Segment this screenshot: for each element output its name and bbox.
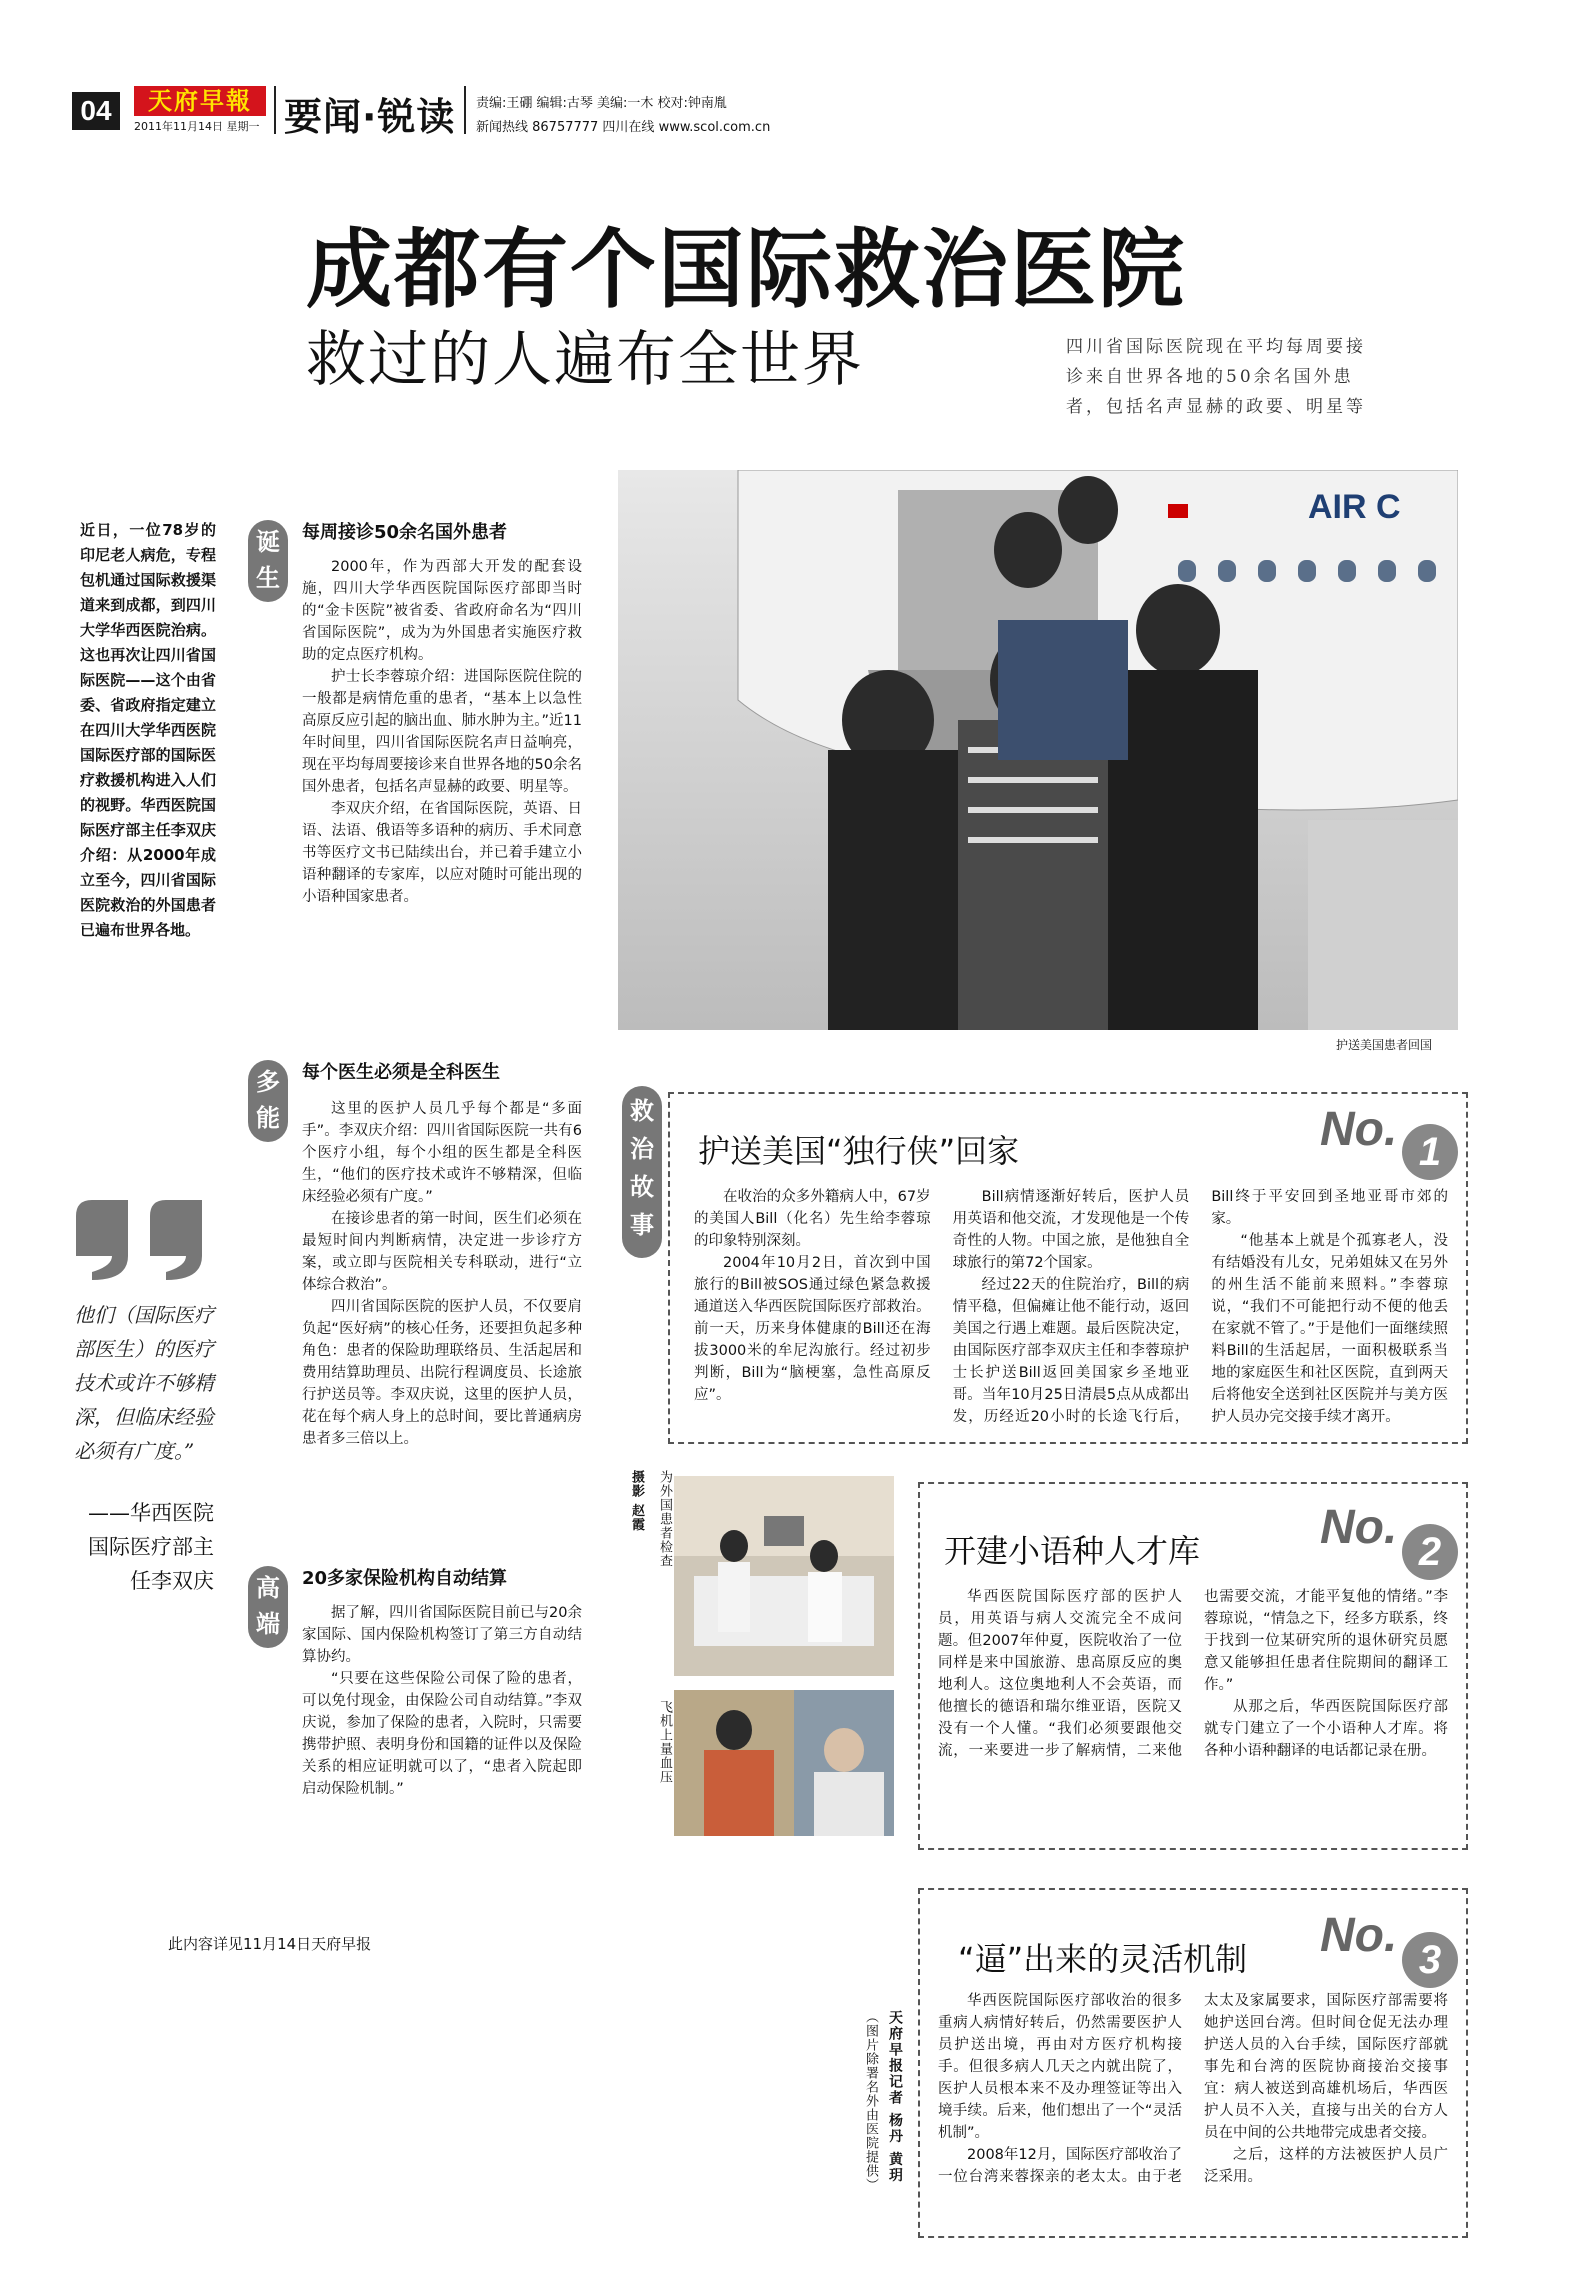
main-headline: 成都有个国际救治医院 (306, 220, 1186, 320)
stories-badge: 救治故事 (622, 1086, 662, 1258)
paragraph: 之后，这样的方法被医护人员广泛采用。 (1204, 2147, 1448, 2185)
story-number-label: No. (1320, 1909, 1398, 1962)
paragraph: 从那之后，华西医院国际医疗部就专门建立了一个小语种人才库。将各种小语种翻译的电话都记录在册。 (1204, 1699, 1448, 1759)
story-body (938, 1990, 1448, 2226)
paragraph: 据了解，四川省国际医院目前已与20余家国际、国内保险机构签订了第三方自动结算协约。 (302, 1605, 582, 1665)
paragraph: 李双庆介绍，在省国际医院，英语、日语、法语、俄语等多语种的病历、手术同意书等医疗文书已陆续出台，并已着手建立小语种翻译的专家库，以应对随时可能出现的小语种国家患者。 (302, 801, 582, 905)
section-body (302, 1602, 582, 1800)
section-heading: 每周接诊50余名国外患者 (302, 522, 508, 543)
main-photo-caption: 护送美国患者回国 (1336, 1038, 1433, 1052)
paragraph: 在接诊患者的第一时间，医生们必须在最短时间内判断病情，决定进一步诊疗方案，或立即与医院相关专科联动，进行“立体综合救治”。 (302, 1211, 582, 1293)
story-number: 2 (1402, 1524, 1458, 1580)
exam-photo (674, 1476, 894, 1676)
paragraph: 2004年10月2日，首次到中国旅行的Bill被SOS通过绿色紧急救援通道送入华西医院国际医疗部救治。前一天，历来身体健康的Bill还在海拔3000米的牟尼沟旅行。经过初步判断，Bill为“脑梗塞，急性高原反应”。 (694, 1255, 931, 1403)
paragraph: 华西医院国际医疗部收治的很多重病人病情好转后，仍然需要医护人员护送出境，再由对方医疗机构接手。但很多病人几天之内就出院了，医护人员根本来不及办理签证等出入境手续。后来，他们想出了一个“灵活机制”。 (938, 1993, 1182, 2141)
photo-credit: 摄影 赵霞 (629, 1470, 644, 1532)
paragraph: 护士长李蓉琼介绍：进国际医院住院的一般都是病情危重的患者，“基本上以急性高原反应引起的脑出血、肺水肿为主。”近11年时间里，四川省国际医院名声日益响亮，现在平均每周要接诊来自世界各地的50余名国外患者，包括名声显赫的政要、明星等。 (302, 669, 582, 795)
section-heading: 20多家保险机构自动结算 (302, 1568, 508, 1589)
quote-attribution: ——华西医院国际医疗部主任李双庆 (88, 1501, 214, 1593)
paragraph: 经过22天的住院治疗，Bill的病情平稳，但偏瘫让他不能行动，返回美国之行遇上难题。最后医院决定，由国际医疗部李双庆主任和李蓉琼护士长护送Bill返回美国家乡圣地亚哥。当年10月25日清晨5点从成都出发，历经近20小时的长途飞行后，Bill终于平安回到圣地亚哥市郊的家。 (952, 1189, 1448, 1425)
paragraph: 华西医院国际医疗部的医护人员，用英语与病人交流完全不成问题。但2007年仲夏，医院收治了一位同样是来中国旅游、患高原反应的奥地利人。这位奥地利人不会英语，而他擅长的德语和瑞尔维亚语，医院又没有一个人懂。“我们必须要跟他交流，一来要进一步了解病情，二来他也需要交流，才能平复他的情绪。”李蓉琼说，“情急之下，经多方联系，终于找到一位某研究所的退休研究员愿意又能够担任患者住院期间的翻译工作。” (938, 1589, 1448, 1759)
page-number: 04 (72, 92, 120, 130)
story-number: 3 (1402, 1932, 1458, 1988)
section-badge: 多能 (248, 1060, 288, 1142)
photo-source-note: （图片除署名外由医院提供） (863, 2010, 878, 2192)
masthead-divider (274, 86, 276, 134)
story-title: “逼”出来的灵活机制 (958, 1940, 1248, 1978)
lead-paragraph: 近日，一位78岁的印尼老人病危，专程包机通过国际救援渠道来到成都，到四川大学华西医院治病。这也再次让四川省国际医院——这个由省委、省政府指定建立在四川大学华西医院国际医疗部的国际医疗救援机构进入人们的视野。华西医院国际医疗部主任李双庆介绍：从2000年成立至今，四川省国际医院救治的外国患者已遍布世界各地。 (80, 521, 216, 939)
paragraph: 在收治的众多外籍病人中，67岁的美国人Bill（化名）先生给李蓉琼的印象特别深刻。 (694, 1189, 931, 1249)
airplane-evacuation-photo (618, 470, 1458, 1030)
news-hotline: 新闻热线 86757777 四川在线 www.scol.com.cn (476, 120, 771, 135)
blood-pressure-photo (674, 1690, 894, 1836)
issue-date: 2011年11月14日 星期一 (134, 120, 260, 133)
inflight-photo (674, 1690, 894, 1836)
paragraph: Bill病情逐渐好转后，医护人员用英语和他交流，才发现他是一个传奇性的人物。中国之旅，是他独自全球旅行的第72个国家。 (952, 1189, 1190, 1271)
story-number: 1 (1402, 1124, 1458, 1180)
section-badge: 诞生 (248, 520, 288, 602)
story-body (694, 1186, 1448, 1434)
photo-caption: 飞机上量血压 (657, 1700, 672, 1784)
story-title: 开建小语种人才库 (944, 1532, 1201, 1570)
footnote: 此内容详见11月14日天府早报 (168, 1935, 372, 1953)
main-photo (618, 470, 1458, 1030)
pull-quote: 他们（国际医疗部医生）的医疗技术或许不够精深，但临床经验必须有广度。” (74, 1303, 214, 1463)
editor-credits: 责编:王硼 编辑:古琴 美编:一木 校对:钟南胤 (476, 96, 727, 111)
story-body (938, 1586, 1448, 1836)
airline-name: AIR C (1308, 488, 1401, 526)
section-badge: 高端 (248, 1566, 288, 1648)
masthead-divider (464, 86, 466, 134)
paragraph: “他基本上就是个孤寡老人，没有结婚没有儿女，兄弟姐妹又在另外的州生活不能前来照料。”李蓉琼说，“我们不可能把行动不便的他丢在家就不管了。”于是他们一面继续照料Bill的生活起居，一面积极联系当地的家庭医生和社区医院，直到两天后将他安全送到社区医院并与美方医护人员办完交接手续才离开。 (1211, 1233, 1448, 1425)
paragraph: 2008年12月，国际医疗部收治了一位台湾来蓉探亲的老太太。由于老太太及家属要求，国际医疗部需要将她护送回台湾。但时间仓促无法办理护送人员的入台手续，国际医疗部就事先和台湾的医院协商接治交接事宜：病人被送到高雄机场后，华西医护人员不入关，直接与出关的台方人员在中间的公共地带完成患者交接。 (938, 1993, 1448, 2185)
section-body (302, 556, 582, 908)
section-body (302, 1098, 582, 1450)
reporter-credit: 天府早报记者 杨丹 黄玥 (887, 2010, 903, 2184)
paragraph: 这里的医护人员几乎每个都是“多面手”。李双庆介绍：四川省国际医院一共有6个医疗小组，每个小组的医生都是全科医生，“他们的医疗技术或许不够精深，但临床经验必须有广度。” (302, 1101, 582, 1205)
patient-exam-photo (674, 1476, 894, 1676)
newspaper-logo: 天府早報 (134, 86, 266, 116)
story-title: 护送美国“独行侠”回家 (698, 1132, 1020, 1170)
headline-summary: 四川省国际医院现在平均每周要接诊来自世界各地的50余名国外患者，包括名声显赫的政要、明星等 (1066, 337, 1366, 417)
quote-mark-icon (72, 1196, 212, 1280)
photo-caption: 为外国患者检查 (657, 1470, 672, 1568)
paragraph: 2000年，作为西部大开发的配套设施，四川大学华西医院国际医疗部即当时的“金卡医院”被省委、省政府命名为“四川省国际医院”，成为为外国患者实施医疗救助的定点医疗机构。 (302, 559, 582, 663)
paragraph: “只要在这些保险公司保了险的患者，可以免付现金，由保险公司自动结算。”李双庆说，参加了保险的患者，入院时，只需要携带护照、表明身份和国籍的证件以及保险关系的相应证明就可以了，“患者入院起即启动保险机制。” (302, 1671, 582, 1797)
paragraph: 四川省国际医院的医护人员，不仅要肩负起“医好病”的核心任务，还要担负起多种角色：患者的保险助理联络员、生活起居和费用结算助理员、出院行程调度员、长途旅行护送员等。李双庆说，这里的医护人员，花在每个病人身上的总时间，要比普通病房患者多三倍以上。 (302, 1299, 582, 1447)
section-heading: 每个医生必须是全科医生 (302, 1062, 500, 1083)
section-title: 要闻·锐读 (284, 95, 456, 139)
sub-headline: 救过的人遍布全世界 (306, 325, 864, 395)
story-number-label: No. (1320, 1103, 1398, 1156)
story-number-label: No. (1320, 1501, 1398, 1554)
